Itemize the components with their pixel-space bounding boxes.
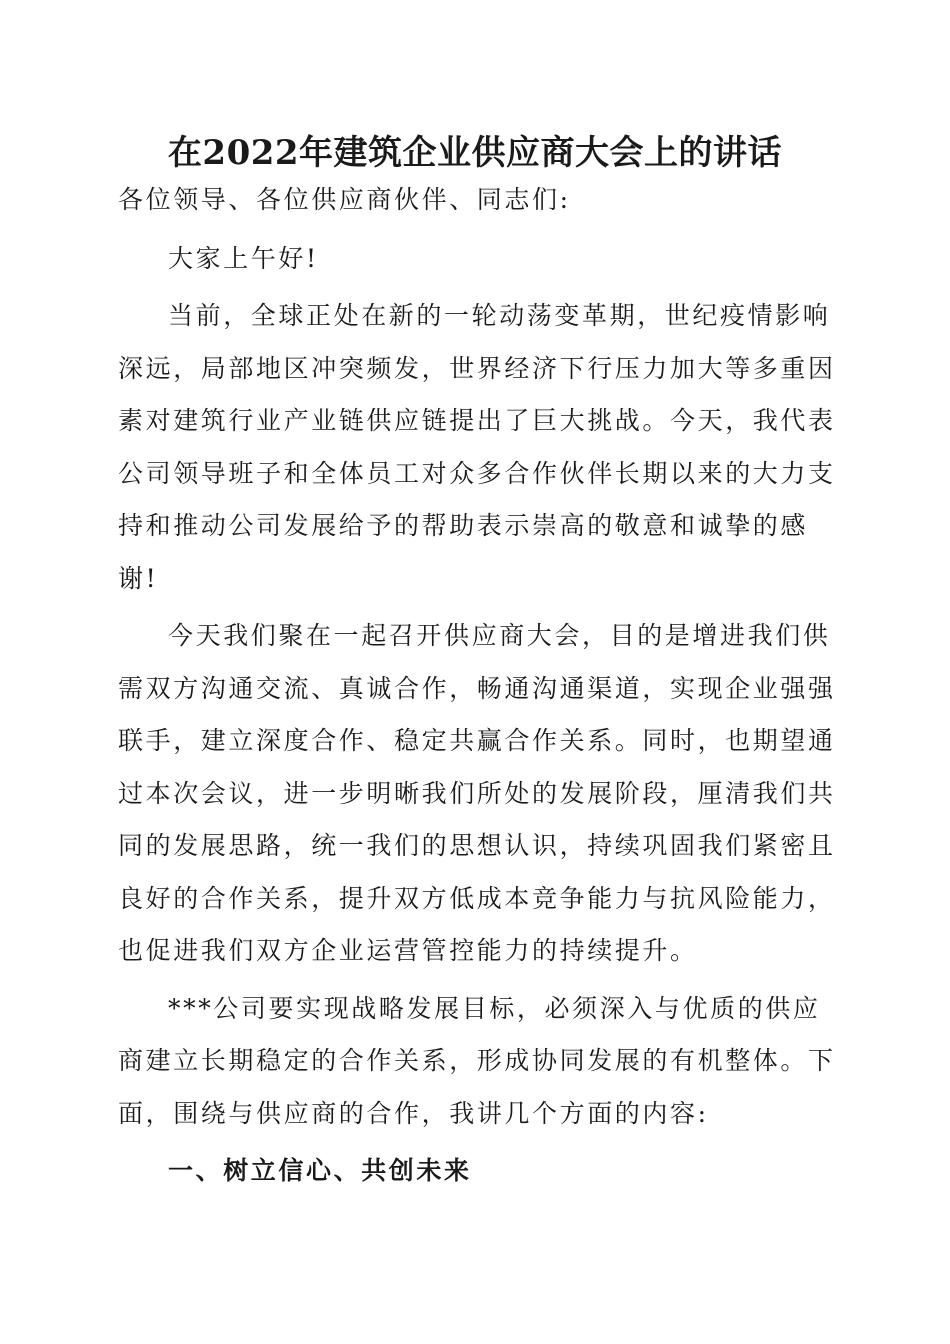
- document-body: [118, 174, 838, 1203]
- paragraph: ***公司要实现战略发展目标，必须深入与优质的供应商建立长期稳定的合作关系，形成协同发展的有机整体。下面，围绕与供应商的合作，我讲几个方面的内容:: [118, 993, 836, 1128]
- document-title: 在2022年建筑企业供应商大会上的讲话: [167, 133, 783, 173]
- section-heading: 一、树立信心、共创未来: [168, 1156, 472, 1185]
- salutation: 各位领导、各位供应商伙伴、同志们:: [118, 185, 571, 214]
- paragraph: 当前，全球正处在新的一轮动荡变革期，世纪疫情影响深远，局部地区冲突频发，世界经济下行压力加大等多重因素对建筑行业产业链供应链提出了巨大挑战。今天，我代表公司领导班子和全体员工对众多合作伙伴长期以来的大力支持和推动公司发展给予的帮助表示崇高的敬意和诚挚的感谢!: [118, 301, 836, 593]
- paragraph: 今天我们聚在一起召开供应商大会，目的是增进我们供需双方沟通交流、真诚合作，畅通沟通渠道，实现企业强强联手，建立深度合作、稳定共赢合作关系。同时，也期望通过本次会议，进一步明晰我们所处的发展阶段，厘清我们共同的发展思路，统一我们的思想认识，持续巩固我们紧密且良好的合作关系，提升双方低成本竞争能力与抗风险能力，也促进我们双方企业运营管控能力的持续提升。: [118, 621, 836, 965]
- greeting: 大家上午好!: [168, 243, 319, 273]
